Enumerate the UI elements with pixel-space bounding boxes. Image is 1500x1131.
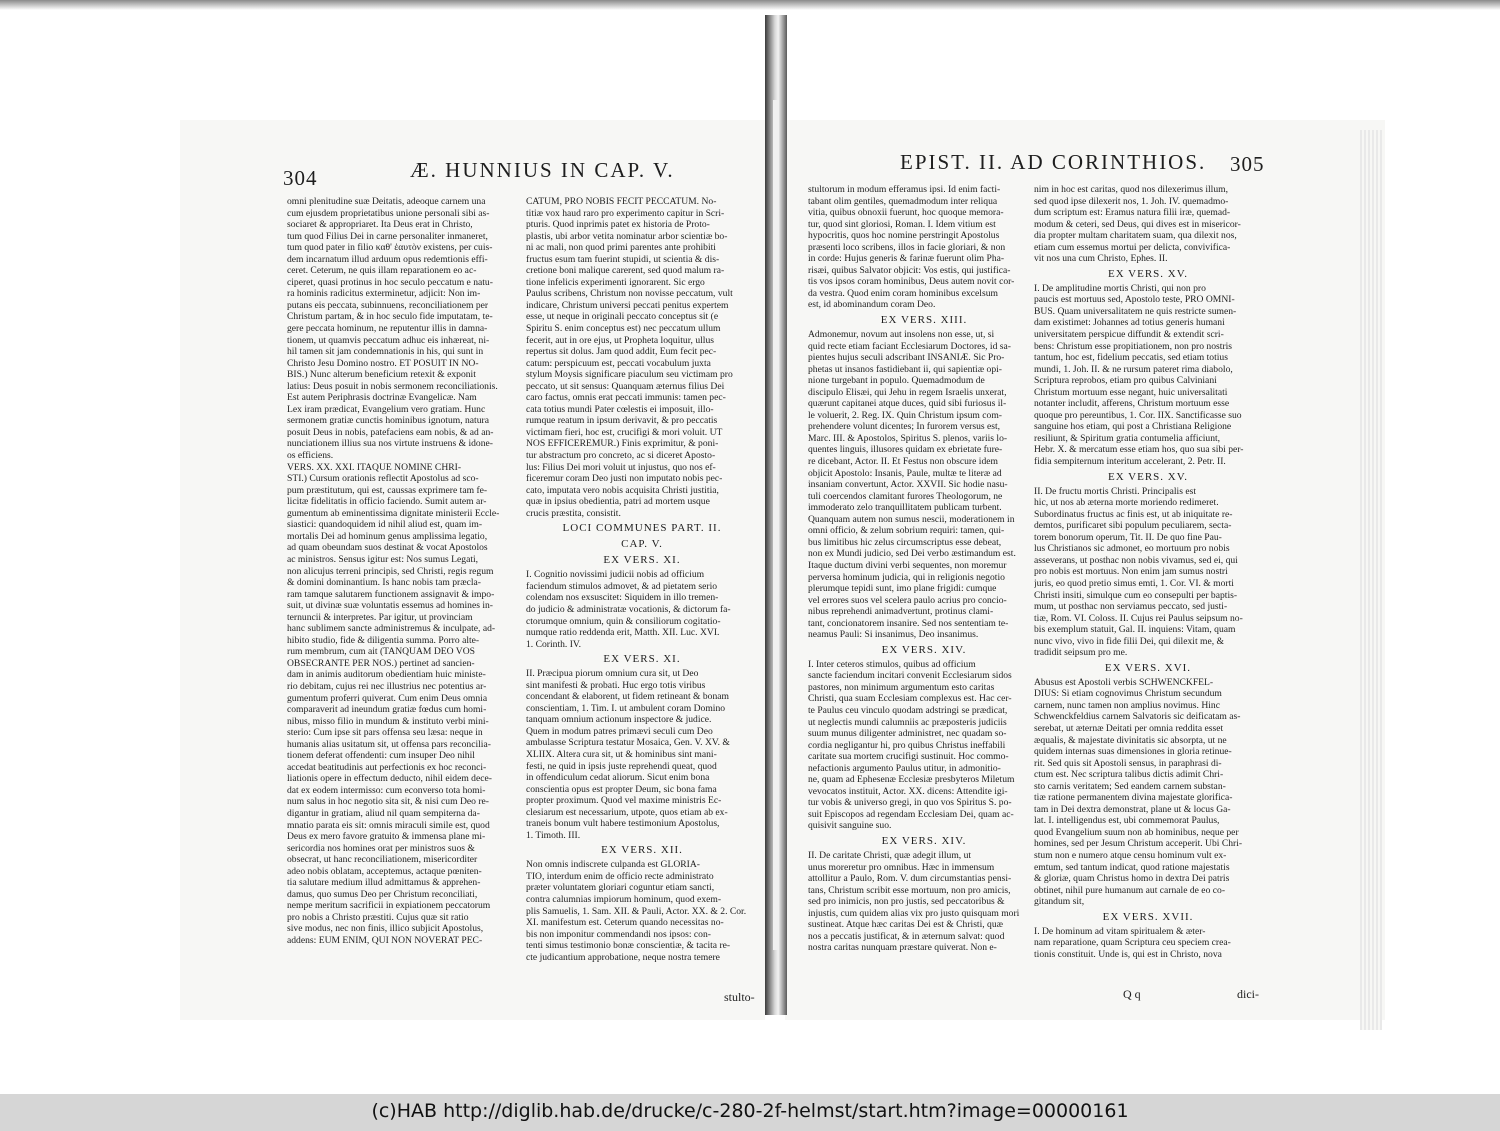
section-heading: EX VERS. XVII.	[1102, 910, 1194, 923]
text-line: putans eis peccata, subinnuens, reconciliationem per	[287, 299, 489, 311]
text-line: æqualis, & majestate divinitatis sic absorpta, ut ne	[1034, 734, 1227, 746]
left-col1-text-b	[287, 473, 519, 946]
copyright-footer-bar	[0, 1094, 1500, 1131]
text-line: indicare, Christum universi peccati penitus expertem	[526, 299, 729, 311]
right-page-number: 305	[1230, 152, 1265, 176]
text-line: mum, ut posthac non serviamus peccato, sed justi-	[1034, 601, 1228, 613]
text-line: universitatem perspicue diffundit & extendit scri-	[1034, 329, 1224, 341]
text-line: I. Cognitio novissimi judicii nobis ad officium	[526, 569, 705, 581]
text-line: & gloriæ, quam Christus homo in dextra Dei patris	[1034, 873, 1230, 885]
text-line: nefactionis argumento Paulus utitur, in admonitio-	[808, 762, 1001, 774]
left-col2-text-b	[526, 668, 758, 841]
text-line: gumentum proferri quiverat. Cum enim Deus omnia	[287, 692, 488, 704]
text-line: fecerit, aut in ore ejus, ut Propheta loquitur, ullus	[526, 334, 714, 346]
text-line: cato, imputata vero nobis acquisita Christi justitia,	[526, 484, 719, 496]
text-line: BUS. Quam universalitatem ne quis restricte sumen-	[1034, 305, 1237, 317]
text-line: præsenti loco scribens, illos in facie gloriari, & non	[808, 241, 1006, 253]
text-line: tuli coercendos clamitant furores Theologorum, ne	[808, 490, 1003, 502]
text-line: Quanquam autem non sumus nescii, moderationem in	[808, 513, 1015, 525]
text-line: omni plenitudine suæ Deitatis, adeoque carnem una	[287, 196, 486, 207]
right-col1-text-b	[808, 659, 1040, 832]
text-line: os efficiens.	[287, 450, 334, 462]
section-heading: EX VERS. XII.	[601, 844, 683, 857]
text-line: ternuncii & interpretes. Par igitur, ut provinciam	[287, 611, 473, 623]
text-line: da vestra. Quod enim coram hominibus excelsum	[808, 287, 998, 299]
text-line: Abusus est Apostoli verbis SCHWENCKFEL-	[1034, 676, 1214, 688]
right-page-column-2	[1034, 184, 1262, 990]
text-line: Christi, qua suam Ecclesiam complexus est. Hac cer-	[808, 693, 1012, 705]
text-line: bis exemplum statuit, Gal. II. inquiens: Vitam, quam	[1034, 624, 1236, 636]
text-line: dam existimet: Johannes ad totius generis humani	[1034, 317, 1225, 329]
left-col2-text-c	[526, 859, 758, 963]
right-catchword: dici-	[1237, 987, 1259, 1001]
right-col2-text	[1034, 184, 1262, 265]
text-line: do judicio & administratæ vocationis, & dictorum fa-	[526, 603, 731, 615]
text-line: tiæ, Rom. VI. Coloss. II. Cujus rei Paulus seipsum no-	[1034, 612, 1243, 624]
left-running-title: Æ. HUNNIUS IN CAP. V.	[410, 158, 675, 182]
text-line: non ex Mundi judicio, sed Dei verbo æstimandum est.	[808, 548, 1016, 560]
text-line: fidia sempiternum interitum accelerant, 2. Petr. II.	[1034, 456, 1226, 468]
text-line: rit. Sed quis sit Apostoli sensus, in paraphrasi di-	[1034, 757, 1222, 769]
text-line: vel errores suos vel scelera paulo acrius pro concio-	[808, 594, 1007, 606]
text-line: sint manifesti & probati. Huc ergo totis viribus	[526, 679, 706, 691]
text-line: objicit Apostolo: Insanis, Paule, multæ te literæ ad	[808, 467, 1002, 479]
text-line: carnem, nunc tamen non amplius novimus. Hinc	[1034, 699, 1220, 711]
text-line: STI.) Cursum orationis reflectit Apostolus ad sco-	[287, 473, 479, 485]
section-heading: EX VERS. XI.	[603, 653, 681, 666]
left-catchword: stulto-	[724, 990, 755, 1004]
text-line: tionis constituit. Unde is, qui est in Christo, nova	[1034, 948, 1222, 960]
text-line: sancte faciendum incitari convenit Ecclesiarum sidos	[808, 670, 1012, 682]
left-col2-text-a	[526, 569, 758, 650]
text-line: damus, quo sumus Deo per Christum reconciliati,	[287, 888, 478, 900]
text-line: Schwenckfeldius carnem Salvatoris sic deificatam as-	[1034, 711, 1241, 723]
text-line: tionem, ut quamvis peccatum adhuc eis inhæreat, ni-	[287, 334, 490, 346]
section-heading: EX VERS. XIV.	[881, 643, 967, 656]
text-line: II. Præcipua piorum omnium cura sit, ut Deo	[526, 668, 699, 680]
text-line: victimam fieri, hoc est, crucifigi & mori voluit. UT	[526, 426, 723, 438]
right-col1-text-a	[808, 329, 1040, 641]
text-line: rum membrum, cum ait (TANQUAM DEO VOS	[287, 646, 475, 658]
text-line: cte judicantium approbatione, neque nostra temere	[526, 951, 720, 963]
text-line: bus limitibus hic zelus circumscriptus esse debeat,	[808, 536, 1002, 548]
text-line: tionem deferat offendenti: cum insuper Deo nihil	[287, 750, 475, 762]
text-line: nos a peccatis justificat, & in æternum salvat: quod	[808, 930, 1005, 942]
text-line: quod Evangelium suum non ab hominibus, neque per	[1034, 826, 1239, 838]
text-line: plis Samuelis, 1. Sam. XII. & Pauli, Actor. XX. & 2. Cor.	[526, 905, 747, 917]
text-line: tradidit seipsum pro me.	[1034, 647, 1128, 659]
page-edge-stack	[1360, 130, 1382, 1030]
text-line: II. De fructu mortis Christi. Principalis est	[1034, 485, 1197, 497]
text-line: tur vobis & universo gregi, in quo vos Spiritus S. po-	[808, 797, 1012, 809]
text-line: hibito studio, fide & diligentia summa. Porro alte-	[287, 634, 480, 646]
text-line: pturis. Quod inprimis patet ex historia de Proto-	[526, 219, 710, 231]
text-line: XI. manifestum est. Ceterum quando necessitas no-	[526, 917, 724, 929]
text-line: quoque pro pereuntibus, 1. Cor. IIX. Sanctificasse suo	[1034, 409, 1242, 421]
text-line: Christi insiti, simulque cum eo consepulti per baptis-	[1034, 589, 1238, 601]
text-line: sed quod ipse dilexerit nos, 1. Joh. IV. quemadmo-	[1034, 195, 1229, 207]
text-line: concendant & elaborent, ut fidem retineant & bonam	[526, 691, 729, 703]
section-heading: EX VERS. XV.	[1107, 267, 1189, 280]
text-line: stylum Moysis significare piaculum seu victimam pro	[526, 369, 733, 381]
text-line: vevocatos instituit, Actor. XX. dicens: Attendite igi-	[808, 785, 1008, 797]
text-line: te Paulus ceu vinculo quodam adstringi se prædicat,	[808, 704, 1008, 716]
text-line: in offendiculum cedat aliorum. Sicut enim bona	[526, 772, 710, 784]
text-line: ram tamque salutarem functionem assignavit & impo-	[287, 588, 495, 600]
text-line: lat. I. intelligendus est, ubi commemorat Paulus,	[1034, 815, 1220, 827]
text-line: II. De caritate Christi, quæ adegit illum, ut	[808, 849, 972, 861]
text-line: numque ratio reddenda erit, Matth. XII. Luc. XVI.	[526, 627, 720, 639]
text-line: attollitur a Paulo, Rom. V. dum circumstantias pensi-	[808, 873, 1012, 885]
text-line: vit nos una cum Christo, Ephes. II.	[1034, 253, 1168, 265]
text-line: tum quod pater in filio καθ' ἑαυτὸν existens, per cuis-	[287, 242, 493, 254]
text-line: caro factus, omnis erat peccati immunis: tamen pec-	[526, 392, 726, 404]
text-line: Hebr. X. & mercatum esse etiam hos, quo sua sibi per-	[1034, 444, 1244, 456]
text-line: mortalis Dei ad hominum genus amplissima legatio,	[287, 530, 488, 542]
text-line: caritate sua mortem crucifigi sustinuit. Hoc commo-	[808, 751, 1009, 763]
text-line: sanguine hos etiam, qui post a Christiana Religione	[1034, 421, 1232, 433]
text-line: ciperet, quasi protinus in hoc seculo peccatum e natu-	[287, 276, 493, 288]
text-line: Non omnis indiscrete culpanda est GLORIA-	[526, 859, 700, 871]
text-line: adeo nobis oblatam, acceptemus, actaque pœniten-	[287, 865, 482, 877]
text-line: gumentum ab eminentissima dignitate ministerii Eccle-	[287, 507, 500, 519]
text-line: tum quod Filius Dei in carne personaliter inmaneret,	[287, 230, 488, 242]
left-col2-text	[526, 196, 758, 519]
text-line: Christo Jesu Domino nostro. ET POSUIT IN NO-	[287, 357, 479, 369]
text-line: contra calumnias impiorum hominum, quod exem-	[526, 893, 722, 905]
text-line: 1. Corinth. IV.	[526, 638, 581, 650]
text-line: dum scriptum est: Eramus natura filii iræ, quemad-	[1034, 207, 1231, 219]
text-line: Marc. III. & Apostolos, Spiritus S. plenos, variis lo-	[808, 432, 1008, 444]
text-line: NOS EFFICEREMUR.) Finis exprimitur, & poni-	[526, 438, 719, 450]
text-line: est, id abominandum coram Deo.	[808, 299, 936, 311]
text-line: peccato, ut sit sensus: Quanquam æternus filius Dei	[526, 380, 725, 392]
text-line: ni ac mali, non quod primi parentes ante prohibiti	[526, 242, 716, 254]
text-line: Itaque ductum divini verbi sequentes, non moremur	[808, 559, 1007, 571]
text-line: pastores, non minimum argumentum esto caritas	[808, 681, 995, 693]
text-line: nunc vivo, vivo in fide filii Dei, qui dilexit me, &	[1034, 635, 1224, 647]
section-heading: EX VERS. XIV.	[881, 834, 967, 847]
text-line: licitæ fidelitatis in officio faciendo. Sumit autem ar-	[287, 496, 487, 508]
text-line: gere peccata hominum, ne reputentur illis in damna-	[287, 323, 488, 335]
text-line: comparaverit ad ineundum gratiæ fœdus cum homi-	[287, 704, 487, 716]
text-line: propter proximum. Quod vel maxime ministris Ec-	[526, 795, 722, 807]
text-line: emtum, sed tantum indicat, quod ratione majestatis	[1034, 861, 1230, 873]
text-line: quidem internas suas dimensiones in gloria retinue-	[1034, 746, 1232, 758]
top-scan-shadow	[0, 0, 1500, 10]
loci-communes-heading: LOCI COMMUNES PART. II.	[562, 522, 722, 535]
text-line: mnatio parata eis sit: omnis miraculi simile est, quod	[287, 819, 490, 831]
text-line: quentes linguis, illusores quidam ex ebrietate fure-	[808, 444, 1003, 456]
text-line: risæi, quibus Salvator objicit: Vos estis, qui justifica-	[808, 264, 1011, 276]
text-line: num salus in hoc negotio sita sit, & nisi cum Deo re-	[287, 796, 489, 808]
text-line: serebat, ut æternæ Deitati per omnia reddita esset	[1034, 722, 1224, 734]
text-line: quid recte etiam faciant Ecclesiarum Doctores, id sa-	[808, 340, 1011, 352]
text-line: accedat beatitudinis aut perfectionis ex hoc reconci-	[287, 761, 487, 773]
text-line: I. Inter ceteros stimulos, quibus ad officium	[808, 658, 976, 670]
text-line: CATUM, PRO NOBIS FECIT PECCATUM. No-	[526, 196, 717, 207]
text-line: rio debitam, cujus rei nec illustrius nec potentius ar-	[287, 680, 487, 692]
text-line: pientes hujus seculi adscribant INSANIÆ. Sic Pro-	[808, 352, 1005, 364]
right-running-title: EPIST. II. AD CORINTHIOS.	[900, 150, 1207, 174]
text-line: ra hominis radicitus exterminetur, adjicit: Non im-	[287, 288, 481, 300]
text-line: titiæ vox haud raro pro experimento capitur in Scri-	[526, 207, 725, 219]
text-line: sive modus, nec non finis, illico subjicit Apostolus,	[287, 923, 484, 935]
text-line: etiam cum essemus mortui per delicta, convivifica-	[1034, 241, 1231, 253]
text-line: quisivit sanguine suo.	[808, 820, 892, 832]
text-line: Paulus scribens, Christum non novisse peccatum, vult	[526, 288, 733, 300]
text-line: sterio: Cum ipse sit pars offensa seu læsa: neque in	[287, 727, 483, 739]
text-line: fructus esum tam fuerint stupidi, ut scientia & dis-	[526, 253, 720, 265]
text-line: hanc sublimem sancte administremus & inculpate, ad-	[287, 623, 496, 635]
text-line: resiliunt, & Spiritum gratia contumelia afficiunt,	[1034, 432, 1221, 444]
text-line: OBSECRANTE PER NOS.) pertinet ad sancien-	[287, 657, 475, 669]
text-line: cordia negligantur hi, pro quibus Christus ineffabili	[808, 739, 1006, 751]
text-line: suit Episcopos ad regendam Ecclesiam Dei, quam ac-	[808, 808, 1014, 820]
text-line: unus moreretur pro omnibus. Hæc in immensum	[808, 861, 995, 873]
text-line: hic, ut nos ab æterna morte moriendo redimeret.	[1034, 497, 1219, 509]
text-line: liationis opere in effectum deducto, nihil eidem dece-	[287, 773, 492, 785]
text-line: XLIIX. Altera cura sit, ut & hominibus sint mani-	[526, 748, 717, 760]
text-line: non alicujus terreni principis, sed Christi, regis regum	[287, 565, 494, 577]
text-line: demtos, purificaret sibi populum peculiarem, secta-	[1034, 520, 1232, 532]
text-line: bens: Christum esse propitiationem, non pro nostris	[1034, 340, 1232, 352]
section-heading: EX VERS. XIII.	[880, 314, 968, 327]
text-line: ac ministros. Sensus igitur est: Nos sumus Legati,	[287, 553, 479, 565]
text-line: suit, ut divinæ suæ voluntatis essemus ad homines in-	[287, 600, 493, 612]
right-col2-text-b	[1034, 486, 1262, 659]
text-line: stultorum in modum efferamus ipsi. Id enim facti-	[808, 184, 1001, 195]
text-line: sericordia nos homines orat per ministros suos &	[287, 842, 475, 854]
text-line: dem incarnatum illud arduum opus redemtionis effi-	[287, 253, 488, 265]
right-col2-text-d	[1034, 926, 1262, 961]
text-line: festi, ne quid in ipsis juste reprehendi queat, quod	[526, 760, 717, 772]
text-line: prehendere volunt dicentes; In furorem versus est,	[808, 421, 1001, 433]
cap-heading: CAP. V.	[621, 538, 663, 551]
text-line: BIS.) Nunc alterum beneficium retexit & exponit	[287, 369, 476, 381]
text-line: mundi, 1. Joh. II. & ne rursum pateret rima diabolo,	[1034, 363, 1233, 375]
text-line: catum: perspicuum est, peccati vocabulum juxta	[526, 357, 711, 369]
section-heading: EX VERS. XI.	[603, 554, 681, 567]
text-line: homines, sed per Jesum Christum acceperit. Ubi Chri-	[1034, 838, 1243, 850]
text-line: Deus ex mero favore gratuito & immensa plane mi-	[287, 831, 486, 843]
text-line: dia propter multam charitatem suam, qua dilexit nos,	[1034, 230, 1237, 242]
text-line: ut neglectis mundi calumniis ac præposteris judiciis	[808, 716, 1007, 728]
text-line: Scriptura reprobos, etiam pro quibus Calviniani	[1034, 375, 1217, 387]
text-line: Christum partam, & in hoc seculo fide imputatam, te-	[287, 311, 493, 323]
text-line: immoderato zelo tranquillitatem publicam turbent.	[808, 502, 1002, 514]
text-line: stum non e numero atque censu hominum vult ex-	[1034, 849, 1227, 861]
section-heading: EX VERS. XVI.	[1104, 661, 1192, 674]
text-line: plastis, ubi arbor vetita nominatur arbor scientiæ bo-	[526, 230, 728, 242]
text-line: dat ex eodem intermisso: cum econverso tota homi-	[287, 784, 486, 796]
text-line: modum & ceteri, sed Deus, qui dives est in misericor-	[1034, 218, 1241, 230]
text-line: Lex iram prædicat, Evangelium vero gratiam. Hunc	[287, 403, 486, 415]
text-line: tia salutare medium illud admittamus & apprehen-	[287, 877, 481, 889]
text-line: asseverans, ut posthac non nobis vivamus, sed ei, qui	[1034, 554, 1238, 566]
text-line: conscientia opus est propter Deum, sic bona fama	[526, 783, 717, 795]
text-line: insaniam convertunt, Actor. XXVII. Sic hodie nasu-	[808, 479, 1008, 491]
section-heading: EX VERS. XV.	[1107, 470, 1189, 483]
text-line: præter voluntatem gloriari coguntur etiam sancti,	[526, 882, 715, 894]
text-line: tur abstractum pro concreto, ac si diceret Aposto-	[526, 450, 716, 462]
right-col1-text	[808, 184, 1040, 311]
text-line: nempe meritum sacrificii in expiationem peccatorum	[287, 900, 491, 912]
text-line: perversa hominum judicia, qui in religionis negotio	[808, 571, 1005, 583]
copyright-url-text: (c)HAB http://diglib.hab.de/drucke/c-280-2f-helmst/start.htm?image=00000161	[371, 1100, 1129, 1122]
text-line: nibus reprehendi animadvertunt, protinus clami-	[808, 606, 994, 618]
text-line: bis non imponitur commendandi nos ipsos: con-	[526, 928, 711, 940]
text-line: hypocritis, quos hoc nomine perstringit Apostolus	[808, 230, 1000, 242]
text-line: notanter includit, afferens, Christum mortuum esse	[1034, 398, 1230, 410]
text-line: Est autem Periphrasis doctrinæ Evangelicæ. Nam	[287, 392, 477, 404]
text-line: tantum, hoc est, fidelium peccatis, sed etiam totius	[1034, 352, 1228, 364]
text-line: humanis alias usitatum sit, ut offensa pars reconcilia-	[287, 738, 491, 750]
text-line: le voluerit, 2. Reg. IX. Quin Christum ipsum com-	[808, 409, 1002, 421]
text-line: ne, quam ad Ephesenæ Ecclesiæ presbyteros Miletum	[808, 774, 1015, 786]
text-line: torem bonorum operum, Tit. II. De quo fine Pau-	[1034, 531, 1222, 543]
text-line: sociaret & appropriaret. Ita Deus erat in Christo,	[287, 219, 473, 231]
text-line: Spiritu S. enim conceptus est) nec peccatum ullum	[526, 323, 721, 335]
text-line: & domini dominantium. Is hanc nobis tam præcla-	[287, 577, 481, 589]
text-line: dam in animis auditorum obedientiam huic ministe-	[287, 669, 486, 681]
text-line: lus: Filius Dei mori voluit ut injustus, quo nos ef-	[526, 461, 716, 473]
text-line: Quem in modum patres primævi seculi cum Deo	[526, 725, 713, 737]
right-col1-text-c	[808, 850, 1040, 954]
text-line: repertus sit dolus. Jam quod addit, Eum fecit pec-	[526, 346, 717, 358]
text-line: injustis, cum quidem alias vix pro justo quisquam mori	[808, 907, 1020, 919]
text-line: obtinet, nihil pure humanum aut carnale de eo co-	[1034, 884, 1226, 896]
text-line: ctum est. Nec scriptura talibus dictis adimit Chri-	[1034, 769, 1224, 781]
left-page-column-2	[526, 196, 758, 1006]
text-line: discipulo Elisæi, qui Jehu in regem Israelis unxerat,	[808, 386, 1007, 398]
text-line: cum ejusdem proprietatibus unione personali sibi as-	[287, 207, 490, 219]
text-line: nunciationem illius sua nos virtute instruens & idone-	[287, 438, 493, 450]
text-line: sed pro inimicis, non pro justis, sed peccatoribus &	[808, 896, 1005, 908]
text-line: tione infelicis experimenti ignorarent. Sic ergo	[526, 276, 705, 288]
text-line: Christum mortuum esse negant, huic universalitati	[1034, 386, 1228, 398]
text-line: in corde: Hujus generis & farinæ fuerunt olim Pha-	[808, 253, 1005, 265]
text-line: lus Christianos sic admonet, eo mortuum pro nobis	[1034, 543, 1230, 555]
text-line: nostra caritas nunquam præstare quiverat. Non e-	[808, 942, 997, 954]
right-col2-text-a	[1034, 283, 1262, 468]
text-line: rumque reatum in ipsum derivavit, & pro peccatis	[526, 415, 718, 427]
right-signature-mark: Q q	[1123, 987, 1141, 1001]
text-line: DIUS: Si etiam cognovimus Christum secundum	[1034, 688, 1222, 700]
text-line: traneis bonum vult habere testimonium Apostolus,	[526, 818, 720, 830]
text-line: nibus, misso filio in mundum & instituto verbi mini-	[287, 715, 489, 727]
text-line: pro nobis est mortuus. Non enim jam sumus nostri	[1034, 566, 1228, 578]
text-line: tis vos ipsos coram hominibus, Deus autem novit cor-	[808, 276, 1015, 288]
text-line: addens: EUM ENIM, QUI NON NOVERAT PEC-	[287, 935, 483, 946]
text-line: omni officio, & zelum sobrium requiri: tamen, qui-	[808, 525, 1005, 537]
text-line: 1. Timoth. III.	[526, 829, 581, 841]
text-line: latius: Deus posuit in nobis sermonem reconciliationis.	[287, 380, 498, 392]
text-line: nam reparatione, quam Scriptura ceu speciem crea-	[1034, 937, 1231, 949]
text-line: ceret. Ceterum, ne quis illam reparationem eo ac-	[287, 265, 477, 277]
text-line: colendam nos exsuscitet: Siquidem in illo tremen-	[526, 592, 719, 604]
left-col1-section-heading: VERS. XX. XXI. ITAQUE NOMINE CHRI-	[287, 461, 462, 473]
text-line: ctorumque omnium, quin & consiliorum cogitatio-	[526, 615, 721, 627]
text-line: tiæ ratione permanentem divina majestate glorifica-	[1034, 792, 1233, 804]
text-line: siastici: quandoquidem id nihil aliud est, quam im-	[287, 519, 483, 531]
text-line: sto carnis veritatem; Sed eandem carnem substan-	[1034, 780, 1226, 792]
text-line: cata totius mundi Pater cœlestis ei imposuit, illo-	[526, 403, 714, 415]
text-line: re dicebant, Actor. II. Et Festus non obscure idem	[808, 456, 998, 468]
left-page-column-1	[287, 196, 519, 1002]
text-line: obsecrat, ut hanc reconciliationem, misericorditer	[287, 854, 478, 866]
text-line: paucis est mortuus sed, Apostolo teste, PRO OMNI-	[1034, 294, 1235, 306]
text-line: neamus Pauli: Si insanimus, Deo insanimus.	[808, 629, 979, 641]
text-line: nim in hoc est caritas, quod nos dilexerimus illum,	[1034, 184, 1228, 195]
text-line: tam in Dei dextra demonstrat, plane ut & locus Ga-	[1034, 803, 1231, 815]
text-line: sustineat. Atque hæc caritas Dei est & Christi, quæ	[808, 919, 1004, 931]
text-line: posuit Deus in nobis, patefaciens eam nobis, & ad an-	[287, 426, 494, 438]
text-line: tant, concionatorem insanire. Sed nos sententiam te-	[808, 617, 1009, 629]
text-line: esse, ut neque in originali peccato conceptus sit (e	[526, 311, 719, 323]
text-line: pro nobis a Christo præstiti. Cujus quæ sit ratio	[287, 911, 469, 923]
left-page-number: 304	[283, 166, 318, 190]
right-col2-text-c	[1034, 677, 1262, 908]
text-line: nione turgebant in populo. Quemadmodum de	[808, 375, 985, 387]
text-line: tans, Christum scribit esse mortuum, non pro amicis,	[808, 884, 1011, 896]
text-line: juris, eo quod pretio simus emti, 1. Cor. VI. & morti	[1034, 577, 1234, 589]
text-line: ad quam obeundam suos destinat & vocat Apostolos	[287, 542, 488, 554]
text-line: tenti simus testimonio bonæ conscientiæ, & tacita re-	[526, 940, 731, 952]
text-line: gitandum sit,	[1034, 896, 1085, 908]
text-line: ficeremur coram Deo justi non imputato nobis pec-	[526, 473, 723, 485]
left-col1-text-a	[287, 196, 519, 462]
text-line: tabant olim gentiles, quemadmodum inter reliqua	[808, 195, 998, 207]
text-line: hil tamen sit jam condemnationis in his, qui sunt in	[287, 346, 484, 358]
text-line: Admonemur, novum aut insolens non esse, ut, si	[808, 329, 995, 341]
text-line: TIO, interdum enim de officio recte administrato	[526, 870, 714, 882]
text-line: clesiarum est necessarium, utpote, quos etiam ab ex-	[526, 806, 728, 818]
text-line: tur, quod sint gloriosi, Roman. I. Idem vitium est	[808, 218, 996, 230]
text-line: crucis præstita, consistit.	[526, 507, 621, 519]
text-line: Subordinatus fructus ac finis est, ut ab iniquitate re-	[1034, 508, 1233, 520]
text-line: I. De amplitudine mortis Christi, qui non pro	[1034, 282, 1206, 294]
text-line: suum munus diligenter administret, nec quadam so-	[808, 728, 1007, 740]
text-line: quærunt capitanei atque duces, quid sibi furiosus il-	[808, 398, 1007, 410]
text-line: plerumque tepidi sunt, imo plane frigidi: cumque	[808, 583, 997, 595]
text-line: sermonem gratiæ cunctis hominibus ignotum, natura	[287, 415, 489, 427]
text-line: digantur in gratiam, aliud nil quam sempiterna da-	[287, 807, 480, 819]
text-line: conscientiam, 1. Tim. I. ut ambulent coram Domino	[526, 702, 726, 714]
gutter-spine	[773, 100, 779, 950]
text-line: vitia, quibus obnoxii fuerunt, hoc quoque memora-	[808, 207, 1004, 219]
text-line: faciendum stimulos admovet, & ad pietatem serio	[526, 580, 718, 592]
text-line: ambulasse Scriptura testatur Mosaica, Gen. V. XV. &	[526, 737, 730, 749]
text-line: phetas ut insanos fastidiebant ii, qui sapientiæ opi-	[808, 363, 1002, 375]
text-line: tanquam omnium actionum inspectore & judice.	[526, 714, 712, 726]
text-line: quæ in ipsius obedientia, patri ad mortem usque	[526, 496, 710, 508]
text-line: I. De hominum ad vitam spiritualem & æter-	[1034, 925, 1206, 937]
text-line: cretione boni malique carerent, sed quod malum ra-	[526, 265, 725, 277]
right-page-column-1	[808, 184, 1040, 990]
text-line: pum præstitutum, qui est, caussas exprimere tam fe-	[287, 484, 488, 496]
